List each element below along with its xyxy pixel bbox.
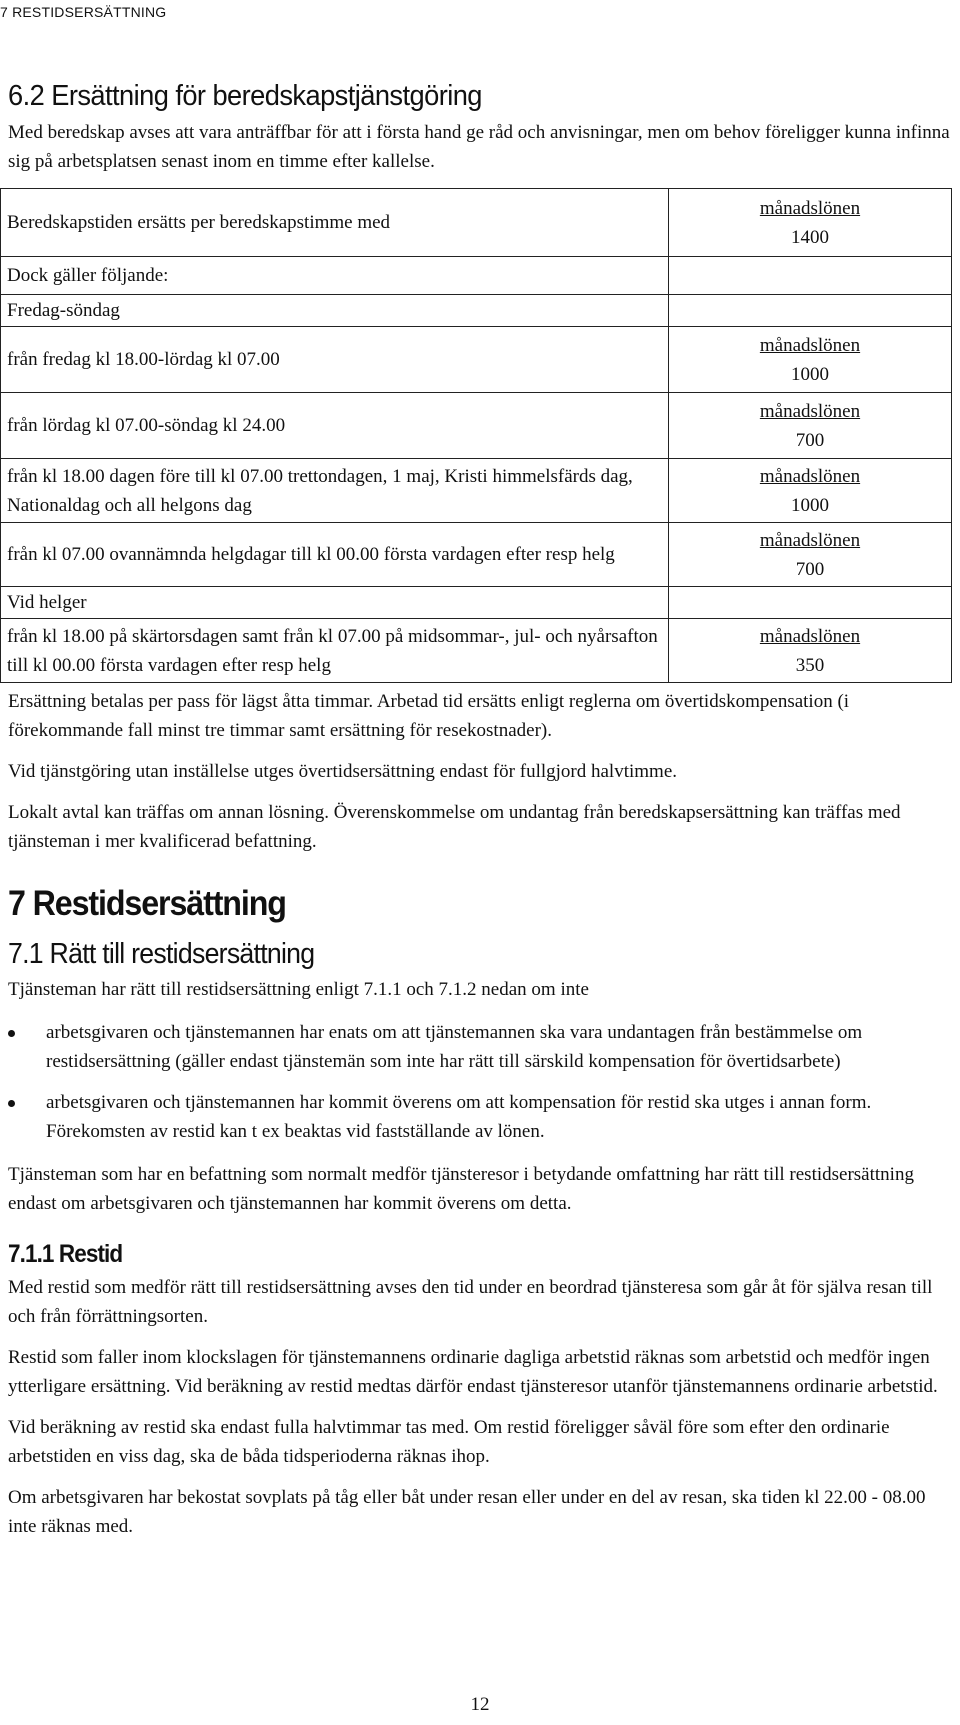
amount-unit: månadslönen	[759, 529, 861, 551]
list-item	[8, 1088, 952, 1146]
table-row	[1, 393, 952, 459]
section-6-2-paragraph: Lokalt avtal kan träffas om annan lösning. Överenskommelse om undantag från beredskapsersättning kan träffas med tjänsteman i mer kvalificerad befattning.	[8, 802, 901, 852]
amount-unit: månadslönen	[759, 400, 861, 422]
row-amount	[669, 257, 952, 295]
page-content	[8, 80, 952, 1553]
amount-value: 1000	[791, 494, 829, 516]
row-description: från fredag kl 18.00-lördag kl 07.00	[1, 327, 669, 393]
row-amount	[669, 295, 952, 327]
section-6-2-paragraph: Vid tjänstgöring utan inställelse utges övertidsersättning endast för fullgjord halvtimme.	[8, 761, 678, 782]
bullet-icon	[8, 1030, 15, 1037]
row-amount	[669, 619, 952, 683]
section-6-2-title: 6.2 Ersättning för beredskapstjänstgöring	[8, 80, 482, 112]
list-item-text: arbetsgivaren och tjänstemannen har enats om att tjänstemannen ska vara undantagen från bestämmelse om restidsersättning (gäller endast tjänstemän som inte har rätt till särskild kompensation för övertidsarbete)	[46, 1022, 863, 1072]
amount-value: 350	[795, 654, 825, 676]
table-row	[1, 295, 952, 327]
amount-unit: månadslönen	[759, 465, 861, 487]
section-7-1-paragraph: Tjänsteman som har en befattning som normalt medför tjänsteresor i betydande omfattning har rätt till restidsersättning endast om arbetsgivaren och tjänstemannen har kommit överens om detta.	[8, 1164, 914, 1214]
table-row	[1, 523, 952, 587]
section-6-2-intro: Med beredskap avses att vara anträffbar för att i första hand ge råd och anvisningar, men om behov föreligger kunna infinna sig på arbetsplatsen senast inom en timme efter kallelse.	[8, 122, 950, 172]
row-amount	[669, 327, 952, 393]
section-7-1-1-paragraph: Med restid som medför rätt till restidsersättning avses den tid under en beordrad tjänsteresa som går åt för själva resan till och från förrättningsorten.	[8, 1277, 933, 1327]
table-row	[1, 587, 952, 619]
table-row	[1, 257, 952, 295]
amount-unit: månadslönen	[759, 197, 861, 219]
row-description: Fredag-söndag	[1, 295, 669, 327]
bullet-icon	[8, 1100, 15, 1107]
amount-value: 700	[795, 429, 825, 451]
amount-value: 1400	[791, 226, 829, 248]
row-amount	[669, 587, 952, 619]
row-description: från kl 07.00 ovannämnda helgdagar till kl 00.00 första vardagen efter resp helg	[1, 523, 669, 587]
table-row	[1, 327, 952, 393]
section-6-2-paragraph: Ersättning betalas per pass för lägst åtta timmar. Arbetad tid ersätts enligt reglerna om övertidskompensation (i förekommande fall minst tre timmar samt ersättning för resekostnader).	[8, 691, 850, 741]
section-7-1-1-paragraph: Om arbetsgivaren har bekostat sovplats på tåg eller båt under resan eller under en del av resan, ska tiden kl 22.00 - 08.00 inte räknas med.	[8, 1487, 926, 1537]
list-item	[8, 1018, 952, 1076]
section-7-1-1-title: 7.1.1 Restid	[8, 1240, 123, 1268]
amount-value: 1000	[791, 363, 829, 385]
compensation-table	[0, 188, 952, 683]
chapter-7-title: 7 Restidsersättning	[8, 884, 286, 923]
row-description: Dock gäller följande:	[1, 257, 669, 295]
running-header: 7 RESTIDSERSÄTTNING	[0, 4, 167, 20]
section-7-1-1-paragraph: Restid som faller inom klockslagen för tjänstemannens ordinarie dagliga arbetstid räknas som arbetstid och medför ingen ytterligare ersättning. Vid beräkning av restid medtas därför endast tjänsteresor utanför tjänstemannens ordinarie arbetstid.	[8, 1347, 938, 1397]
section-7-1-title: 7.1 Rätt till restidsersättning	[8, 938, 315, 970]
row-amount	[669, 459, 952, 523]
section-7-1-intro: Tjänsteman har rätt till restidsersättning enligt 7.1.1 och 7.1.2 nedan om inte	[8, 979, 589, 1000]
amount-unit: månadslönen	[759, 625, 861, 647]
section-7-1-1-paragraph: Vid beräkning av restid ska endast fulla halvtimmar tas med. Om restid föreligger såväl före som efter den ordinarie arbetstiden en viss dag, ska de båda tidsperioderna räknas ihop.	[8, 1417, 890, 1467]
table-row	[1, 619, 952, 683]
amount-unit: månadslönen	[759, 334, 861, 356]
row-amount	[669, 189, 952, 257]
bullet-list	[8, 1018, 952, 1146]
row-description: Beredskapstiden ersätts per beredskapstimme med	[1, 189, 669, 257]
row-amount	[669, 523, 952, 587]
table-row	[1, 459, 952, 523]
table-row	[1, 189, 952, 257]
row-description: från lördag kl 07.00-söndag kl 24.00	[1, 393, 669, 459]
amount-value: 700	[795, 558, 825, 580]
row-amount	[669, 393, 952, 459]
page-number: 12	[470, 1694, 490, 1715]
list-item-text: arbetsgivaren och tjänstemannen har kommit överens om att kompensation för restid ska utges i annan form. Förekomsten av restid kan t ex beaktas vid fastställande av lönen.	[46, 1092, 872, 1142]
row-description: från kl 18.00 dagen före till kl 07.00 trettondagen, 1 maj, Kristi himmelsfärds dag, Nationaldag och all helgons dag	[1, 459, 669, 523]
row-description: Vid helger	[1, 587, 669, 619]
row-description: från kl 18.00 på skärtorsdagen samt från kl 07.00 på midsommar-, jul- och nyårsafton till kl 00.00 första vardagen efter resp helg	[1, 619, 669, 683]
